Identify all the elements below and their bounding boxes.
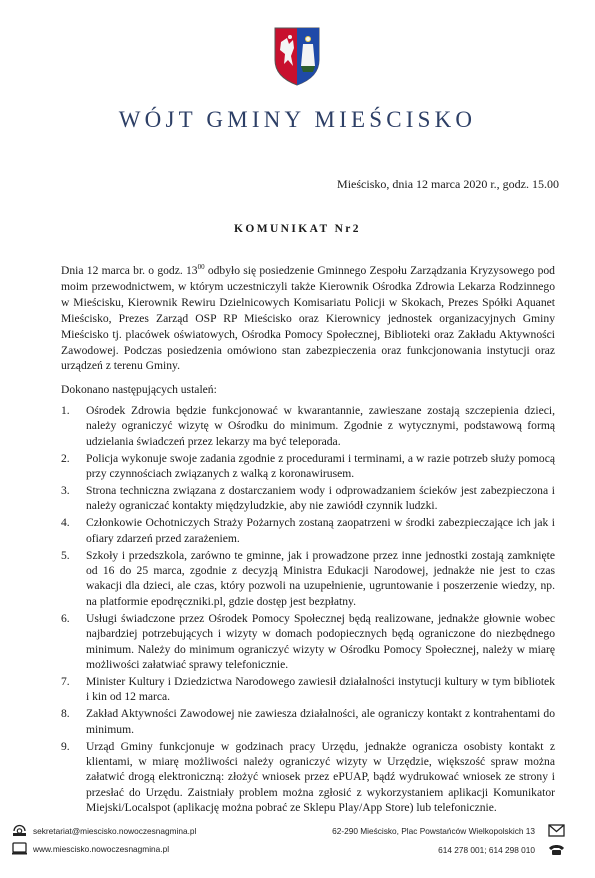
intro-text-rest: odbyło się posiedzenie Gminnego Zespołu Zarządzania Kryzysowego pod moim przewodnictwem, w którym uczestniczyli także Kierownik Ośrodka Zdrowia Lekarza Rodzinnego w Mieścisku, Kierownik Rewiru Dzielnicowych Komisariatu Policji w Skokach, Prezes Spółki Aquanet Mieścisko, Prezes Zarząd OSP RP Mieścisko oraz Kierownicy jednostek organizacyjnych Gminy Mieścisko tj. placówek oświatowych, Ośrodka Pomocy Społecznej, Biblioteki oraz Zakładu Aktywności Zawodowej. Podczas posiedzenia omówiono stan zabezpieczenia oraz funkcjonowania instytucji oraz urządzeń z terenu Gminy. <box>61 264 555 373</box>
list-item <box>61 674 555 705</box>
findings-lead: Dokonano następujących ustaleń: <box>61 383 217 397</box>
footer-address: 62-290 Mieścisko, Plac Powstańców Wielkopolskich 13 <box>332 826 535 836</box>
footer-website-link[interactable]: www.miescisko.nowoczesnagmina.pl <box>33 843 170 854</box>
list-item-number: 2. <box>61 451 70 465</box>
list-item-number: 9. <box>61 739 70 753</box>
notice-heading: KOMUNIKAT Nr2 <box>234 223 361 235</box>
findings-list <box>61 403 555 817</box>
list-item <box>61 483 555 514</box>
footer-email-link[interactable]: sekretariat@miescisko.nowoczesnagmina.pl <box>33 825 197 836</box>
list-item-number: 1. <box>61 404 70 417</box>
list-item-number: 7. <box>61 674 70 688</box>
list-item-text: Zakład Aktywności Zawodowej nie zawiesza działalności, ale ograniczy kontakt z kontrahentami do minimum. <box>86 707 555 736</box>
list-item <box>61 706 555 737</box>
list-item-text: Strona techniczna związana z dostarczaniem wody i odprowadzaniem ścieków jest zabezpieczona i należy ograniczać kontakty międzyludzkie, aby nie zawiódł czynnik ludzki. <box>86 484 555 513</box>
globe-icon <box>12 842 27 855</box>
list-item <box>61 739 555 816</box>
list-item-text: Minister Kultury i Dziedzictwa Narodowego zawiesił działalności instytucji kultury w tym bibliotek i kin od 12 marca. <box>86 674 555 704</box>
list-item-number: 4. <box>61 516 70 530</box>
footer-website-row <box>12 842 169 855</box>
intro-time-superscript: 00 <box>197 263 205 272</box>
list-item-number: 8. <box>61 707 70 721</box>
phone-icon <box>548 843 565 856</box>
list-item-number: 5. <box>61 548 70 562</box>
intro-text-start: Dnia 12 marca br. o godz. 13 <box>61 264 198 277</box>
list-item-text: Szkoły i przedszkola, zarówno te gminne, jak i prowadzone przez inne jednostki zostają zamknięte od 16 do 25 marca, zgodnie z decyzją Ministra Edukacji Narodowej, jednakże nie jest to czas wakacji dla dzieci, ale czas, który pozwoli na uzupełnienie, ugruntowanie i poszerzenie wiedzy, np. na platformie epodręczniki.pl, gdzie dostęp jest bezpłatny. <box>86 548 555 608</box>
list-item <box>61 403 555 449</box>
list-item-text: Usługi świadczone przez Ośrodek Pomocy Społecznej będą realizowane, jednakże głownie wobec najbardziej potrzebujących i wizyty w domach podopiecznych będą ograniczone do niezbędnego minimum. Należy do minimum ograniczyć wizyty w Ośrodku Pomocy Społecznej, należy w miarę możliwości załatwiać sprawy telefonicznie. <box>86 611 555 671</box>
list-item <box>61 515 555 546</box>
footer-email-row <box>12 824 196 837</box>
list-item <box>61 451 555 482</box>
list-item-text: Policja wykonuje swoje zadania zgodnie z procedurami i terminami, a w razie potrzeb służy pomocą przy czynnościach związanych z walką z koronawirusem. <box>86 451 555 481</box>
date-line: Mieścisko, dnia 12 marca 2020 r., godz. 15.00 <box>337 177 559 191</box>
page-footer <box>0 818 595 868</box>
at-sign-icon <box>12 824 27 837</box>
envelope-icon <box>548 824 565 837</box>
list-item <box>61 611 555 673</box>
list-item-number: 6. <box>61 611 70 625</box>
list-item <box>61 548 555 610</box>
footer-phones: 614 278 001; 614 298 010 <box>438 845 535 855</box>
coat-of-arms-logo <box>272 26 322 86</box>
list-item-text: Urząd Gminy funkcjonuje w godzinach pracy Urzędu, jednakże ogranicza osobisty kontakt z klientami, w miarę możliwości należy ograniczyć wizyty w Urzędzie, większość spraw można załatwić drogą elektroniczną: złożyć wniosek przez ePUAP, bądź wydrukować wniosek ze strony i przesłać do Urzędu. Zaistniały problem można zgłosić z wykorzystaniem aplikacji Komunikator Miejski/Localspot (aplikację można pobrać ze Sklepu Play/App Store) lub telefonicznie. <box>86 739 555 815</box>
intro-block <box>61 263 555 398</box>
page-title: WÓJT GMINY MIEŚCISKO <box>118 107 477 132</box>
list-item-text: Ośrodek Zdrowia będzie funkcjonować w kwarantannie, zawieszane zostają szczepienia dzieci, należy ograniczyć wizytę w Ośrodku do minimum. Zgodnie z wytycznymi, podstawową formą udzielania świadczeń przez lekarzy ma być teleporada. <box>86 404 555 448</box>
intro-paragraph <box>61 263 555 374</box>
list-item-text: Członkowie Ochotniczych Straży Pożarnych zostaną zaopatrzeni w środki zabezpieczające ich jak i ofiary zdarzeń przed zarażeniem. <box>86 516 555 545</box>
list-item-number: 3. <box>61 484 70 498</box>
